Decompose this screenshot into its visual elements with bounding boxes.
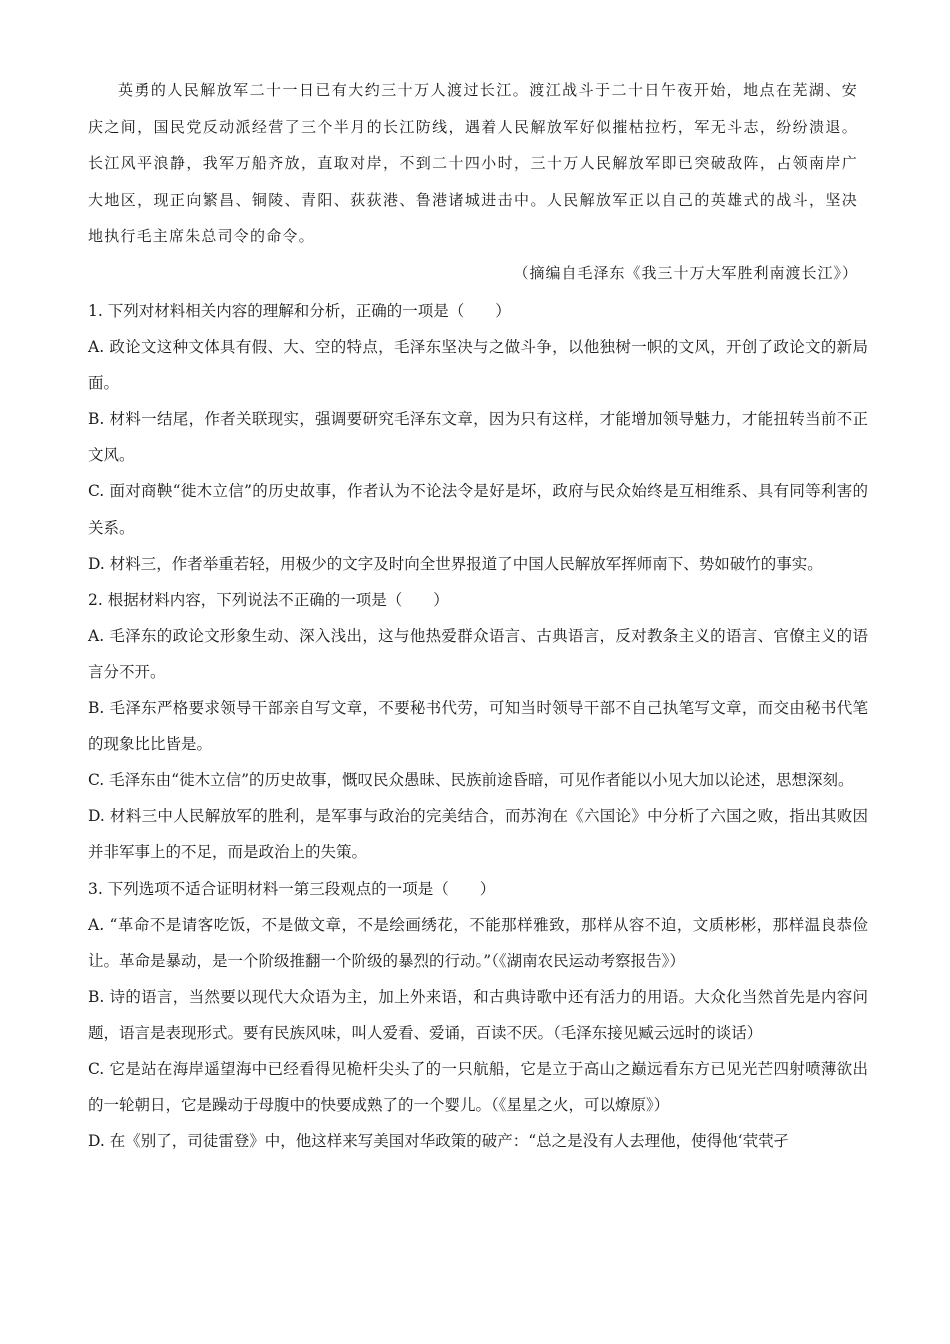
option-3d: D. 在《别了，司徒雷登》中，他这样来写美国对华政策的破产：“总之是没有人去理他，使得他‘茕茕孑 [88, 1132, 790, 1151]
option-3c: C. 它是站在海岸遥望海中已经看得见桅杆尖头了的一只航船，它是立于高山之巅远看东方已见光芒四射喷薄欲出的一轮朝日，它是躁动于母腹中的快要成熟了的一个婴儿。（《星星之火，可以燎原》） [88, 1059, 868, 1115]
quote-source: （摘编自毛泽东《我三十万大军胜利南渡长江》） [513, 264, 858, 282]
option-1c: C. 面对商鞅“徙木立信”的历史故事，作者认为不论法令是好是坏，政府与民众始终是互相维系、具有同等利害的关系。 [88, 482, 868, 537]
option-1a: A. 政论文这种文体具有假、大、空的特点，毛泽东坚决与之做斗争，以他独树一帜的文风，开创了政论文的新局面。 [88, 338, 868, 393]
option-2d: D. 材料三中人民解放军的胜利，是军事与政治的完美结合，而苏洵在《六国论》中分析了六国之败，指出其败因并非军事上的不足，而是政治上的失策。 [88, 807, 868, 862]
option-2a: A. 毛泽东的政论文形象生动、深入浅出，这与他热爱群众语言、古典语言，反对教条主义的语言、官僚主义的语言分不开。 [88, 626, 868, 681]
quote-passage: 英勇的人民解放军二十一日已有大约三十万人渡过长江。渡江战斗于二十日午夜开始，地点在芜湖、安庆之间，国民党反动派经营了三个半月的长江防线，遇着人民解放军好似摧枯拉朽，军无斗志，纷纷溃退。长江风平浪静，我军万船齐放，直取对岸，不到二十四小时，三十万人民解放军即已突破敌阵，占领南岸广大地区，现正向繁昌、铜陵、青阳、荻荻港、鲁港诸城进击中。人民解放军正以自己的英雄式的战斗，坚决地执行毛主席朱总司令的命令。 [88, 81, 858, 245]
option-3b: B. 诗的语言，当然要以现代大众语为主，加上外来语，和古典诗歌中还有活力的用语。大众化当然首先是内容问题，语言是表现形式。要有民族风味，叫人爱看、爱诵，百读不厌。（毛泽东接见臧云远时的谈话） [88, 987, 868, 1042]
question-stem-2: 2. 根据材料内容，下列说法不正确的一项是（ ） [88, 590, 449, 609]
question-stem-3: 3. 下列选项不适合证明材料一第三段观点的一项是（ ） [88, 879, 496, 898]
question-list [88, 293, 868, 1159]
option-2c: C. 毛泽东由“徙木立信”的历史故事，慨叹民众愚昧、民族前途昏暗，可见作者能以小见大加以论述，思想深刻。 [88, 771, 854, 790]
option-2b: B. 毛泽东严格要求领导干部亲自写文章，不要秘书代劳，可知当时领导干部不自己执笔写文章，而交由秘书代笔的现象比比皆是。 [88, 699, 868, 754]
option-1b: B. 材料一结尾，作者关联现实，强调要研究毛泽东文章，因为只有这样，才能增加领导魅力，才能扭转当前不正文风。 [88, 410, 868, 465]
option-3a: A. “革命不是请客吃饭，不是做文章，不是绘画绣花，不能那样雅致，那样从容不迫，文质彬彬，那样温良恭俭让。革命是暴动，是一个阶级推翻一个阶级的暴烈的行动。”（《湖南农民运动考察报告》） [88, 915, 868, 970]
question-stem-1: 1. 下列对材料相关内容的理解和分析，正确的一项是（ ） [88, 302, 511, 320]
option-1d: D. 材料三，作者举重若轻，用极少的文字及时向全世界报道了中国人民解放军挥师南下、势如破竹的事实。 [88, 554, 823, 573]
